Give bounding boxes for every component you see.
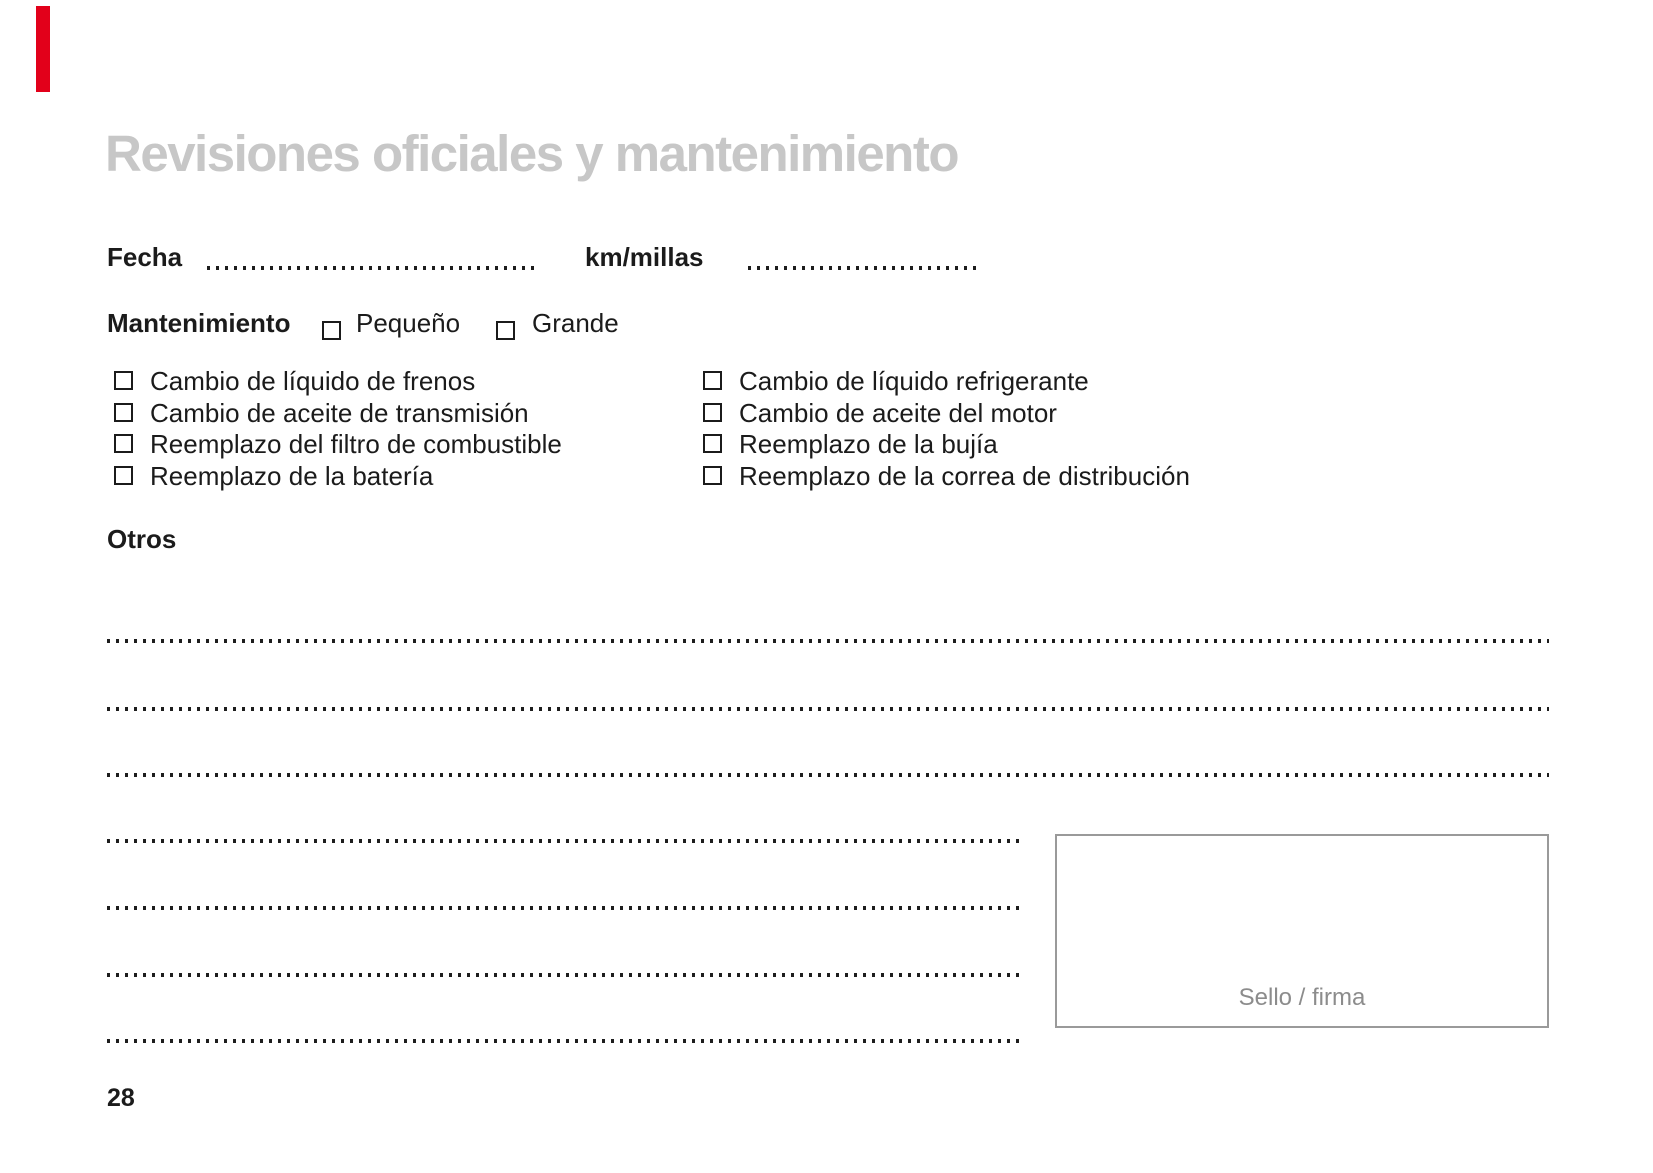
checklist-item-label: Cambio de líquido refrigerante	[739, 366, 1089, 396]
red-corner-tab	[36, 6, 50, 92]
fecha-fill-line	[207, 266, 540, 270]
checklist-item-label: Cambio de aceite de transmisión	[150, 397, 529, 428]
mantenimiento-option-pequeno: Pequeño	[356, 308, 461, 338]
km-millas-fill-line	[748, 266, 980, 270]
checklist-item	[114, 398, 562, 430]
checkbox-icon	[703, 466, 722, 485]
write-in-line-full	[107, 773, 1549, 777]
checklist-item	[114, 366, 562, 398]
checklist-item-label: Reemplazo de la correa de distribución	[739, 460, 1190, 491]
write-in-line-full	[107, 639, 1549, 643]
checkbox-icon	[114, 403, 133, 422]
write-in-line-full	[107, 707, 1549, 711]
checkbox-pequeno-icon	[322, 321, 341, 340]
checklist-item	[114, 461, 562, 493]
checklist-item	[703, 461, 1190, 493]
write-in-line-short	[107, 906, 1023, 910]
checkbox-icon	[114, 466, 133, 485]
km-millas-label: km/millas	[585, 242, 704, 272]
page-title: Revisiones oficiales y mantenimiento	[105, 125, 958, 182]
checklist-item	[703, 429, 1190, 461]
checklist-item	[703, 398, 1190, 430]
checklist-item-label: Cambio de líquido de frenos	[150, 366, 476, 396]
checklist-right-column	[703, 366, 1190, 492]
checklist-item	[114, 429, 562, 461]
checkbox-icon	[703, 371, 722, 390]
checklist-left-column	[114, 366, 562, 492]
write-in-line-short	[107, 839, 1023, 843]
stamp-signature-box	[1055, 834, 1549, 1028]
checklist-item-label: Reemplazo del filtro de combustible	[150, 429, 562, 459]
mantenimiento-label: Mantenimiento	[107, 308, 291, 338]
checkbox-icon	[114, 434, 133, 453]
checkbox-icon	[114, 371, 133, 390]
stamp-signature-label: Sello / firma	[1238, 984, 1366, 1011]
checklist-item-label: Reemplazo de la batería	[150, 460, 434, 491]
checkbox-icon	[703, 434, 722, 453]
checklist-item-label: Reemplazo de la bujía	[739, 429, 998, 459]
write-in-line-short	[107, 973, 1023, 977]
checkbox-grande-icon	[496, 321, 515, 340]
page-number: 28	[107, 1084, 135, 1112]
checklist-item	[703, 366, 1190, 398]
checklist-item-label: Cambio de aceite del motor	[739, 397, 1057, 428]
checkbox-icon	[703, 403, 722, 422]
write-in-line-short	[107, 1039, 1023, 1043]
mantenimiento-option-grande: Grande	[532, 308, 619, 338]
fecha-label: Fecha	[107, 242, 183, 272]
otros-label: Otros	[107, 524, 177, 554]
